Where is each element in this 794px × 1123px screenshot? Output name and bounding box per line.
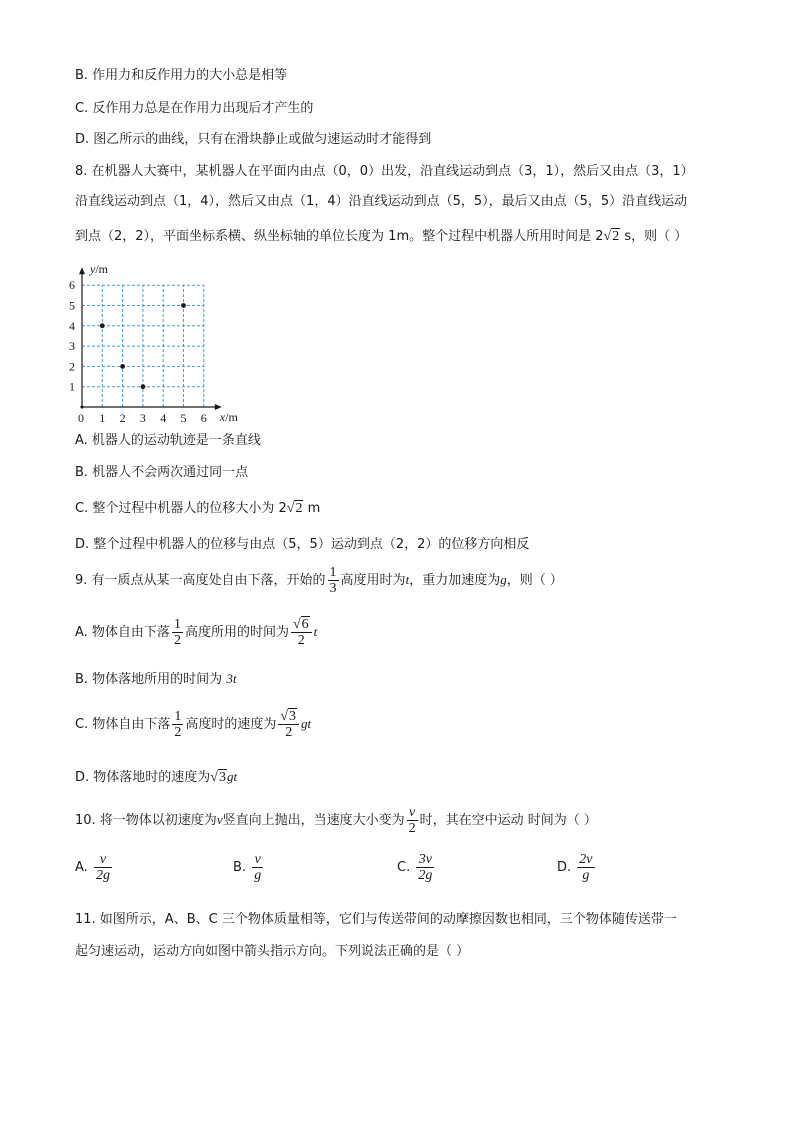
y-tick-label: 1 xyxy=(69,379,75,394)
q9-option-d-gt: gt xyxy=(226,769,238,784)
q10-stem-v: v xyxy=(216,812,223,827)
q10-option-a xyxy=(75,852,114,883)
y-tick-label: 4 xyxy=(69,318,75,333)
q9-option-a-text2: 高度所用的时间为 xyxy=(184,625,289,640)
x-tick-label: 3 xyxy=(139,411,146,425)
q8-option-c-sqrt: √2 xyxy=(286,501,303,516)
q9-option-a-t: t xyxy=(313,624,318,639)
q9-stem-text3: ，重力加速度为 xyxy=(409,573,501,588)
q8-option-d: D. 整个过程中机器人的位移与由点（5，5）运动到点（2，2）的位移方向相反 xyxy=(75,537,530,552)
q9-option-c-gt: gt xyxy=(301,716,312,731)
q9-stem-text2: 高度用时为 xyxy=(340,573,406,588)
y-axis-arrow xyxy=(79,267,85,274)
q9-option-d-sqrt: √3 xyxy=(210,770,226,785)
q10-option-c-frac: $\frac{3v}{2g}$ xyxy=(418,852,433,883)
q7-option-b: B. 作用力和反作用力的大小总是相等 xyxy=(75,68,288,83)
origin-point xyxy=(80,405,83,408)
q10-stem-fraction: $\frac{v}{2}$ xyxy=(408,805,416,836)
q7-option-c: C. 反作用力总是在作用力出现后才产生的 xyxy=(75,101,314,116)
q9-stem-end: ，则（ ） xyxy=(506,573,563,588)
q9-stem-fraction: $\frac{1}{3}$ xyxy=(329,565,337,596)
q10-option-b xyxy=(233,852,265,883)
q9-option-c-frac1: $\frac{1}{2}$ xyxy=(174,709,182,740)
q10-option-d xyxy=(557,852,597,883)
x-tick-label: 5 xyxy=(180,411,187,425)
y-tick-label: 5 xyxy=(69,298,75,313)
q10-stem-text: 10. 将一物体以初速度为 xyxy=(75,813,217,828)
q9-stem-g: g xyxy=(500,572,507,587)
q9-option-d-text: D. 物体落地时的速度为 xyxy=(75,770,211,785)
data-point xyxy=(100,323,105,328)
q11-stem-line2: 起匀速运动，运动方向如图中箭头指示方向。下列说法正确的是（ ） xyxy=(75,944,470,959)
q9-stem-text: 9. 有一质点从某一高度处自由下落，开始的 xyxy=(75,573,326,588)
q8-option-c xyxy=(75,500,320,518)
q10-option-a-frac: $\frac{v}{2g}$ xyxy=(95,852,110,883)
x-axis-label: x/m xyxy=(219,410,238,424)
q7-option-d: D. 图乙所示的曲线，只有在滑块静止或做匀速运动时才能得到 xyxy=(75,132,432,147)
q9-option-b-value: 3t xyxy=(226,671,237,686)
q8-option-b: B. 机器人不会两次通过同一点 xyxy=(75,465,249,480)
y-tick-label: 3 xyxy=(69,339,75,354)
q10-option-c-label: C. xyxy=(397,860,411,875)
data-point xyxy=(120,364,125,369)
q9-option-b xyxy=(75,670,236,689)
origin-label: 0 xyxy=(78,411,84,425)
q9-stem-t: t xyxy=(405,572,410,587)
q9-option-c-text2: 高度时的速度为 xyxy=(185,717,277,732)
x-tick-label: 1 xyxy=(99,411,106,425)
q10-stem-end: 时，其在空中运动 时间为（ ） xyxy=(419,813,597,828)
y-tick-label: 2 xyxy=(69,359,75,374)
q8-coordinate-graph xyxy=(62,257,282,427)
q10-stem-text2: 竖直向上抛出，当速度大小变为 xyxy=(222,813,405,828)
y-axis-label: y/m xyxy=(90,262,108,277)
data-point xyxy=(141,384,146,389)
q9-option-a-frac1: $\frac{1}{2}$ xyxy=(173,617,181,648)
q10-option-b-label: B. xyxy=(233,860,247,875)
q10-stem xyxy=(75,803,597,838)
x-tick-label: 6 xyxy=(200,411,207,425)
q9-option-a xyxy=(75,614,317,651)
data-point xyxy=(181,303,186,308)
q10-option-d-label: D. xyxy=(557,860,572,875)
q9-option-c-text: C. 物体自由下落 xyxy=(75,717,171,732)
q10-option-c xyxy=(397,852,436,883)
q11-stem-line1: 11. 如图所示，A、B、C 三个物体质量相等，它们与传送带间的动摩擦因数也相同，三个物体随传送带一 xyxy=(75,912,677,927)
x-tick-label: 4 xyxy=(160,411,167,425)
q8-stem-line3-text: 到点（2，2），平面坐标系横、纵坐标轴的单位长度为 1m。整个过程中机器人所用时间是 2 xyxy=(75,229,604,244)
y-tick-label: 6 xyxy=(69,278,75,293)
q8-stem-line1: 8. 在机器人大赛中，某机器人在平面内由点（0，0）出发，沿直线运动到点（3，1），然后又由点（3，1） xyxy=(75,164,694,179)
q8-stem-line3 xyxy=(75,228,687,246)
q8-option-c-unit: m xyxy=(303,501,321,516)
q9-stem xyxy=(75,565,563,596)
q8-stem-line2: 沿直线运动到点（1，4），然后又由点（1，4）沿直线运动到点（5，5），最后又由点（5，5）沿直线运动 xyxy=(75,194,688,209)
q9-option-d xyxy=(75,768,237,787)
q10-option-a-label: A. xyxy=(75,860,88,875)
q10-option-b-frac: $\frac{v}{g}$ xyxy=(254,852,262,883)
q8-stem-line3-end: s，则（ ） xyxy=(620,229,688,244)
q9-option-c-frac2: $\frac{√3}{2}$ xyxy=(278,709,299,740)
q9-option-a-text: A. 物体自由下落 xyxy=(75,625,170,640)
q8-time-sqrt: √2 xyxy=(603,229,620,244)
q9-option-b-text: B. 物体落地所用的时间为 xyxy=(75,672,227,687)
q8-option-a: A. 机器人的运动轨迹是一条直线 xyxy=(75,433,261,448)
q10-option-d-frac: $\frac{2v}{g}$ xyxy=(579,852,593,883)
q9-option-a-frac2: $\frac{√6}{2}$ xyxy=(291,617,312,648)
q9-option-c xyxy=(75,706,311,743)
x-tick-label: 2 xyxy=(119,411,126,425)
q8-option-c-text: C. 整个过程中机器人的位移大小为 2 xyxy=(75,501,287,516)
